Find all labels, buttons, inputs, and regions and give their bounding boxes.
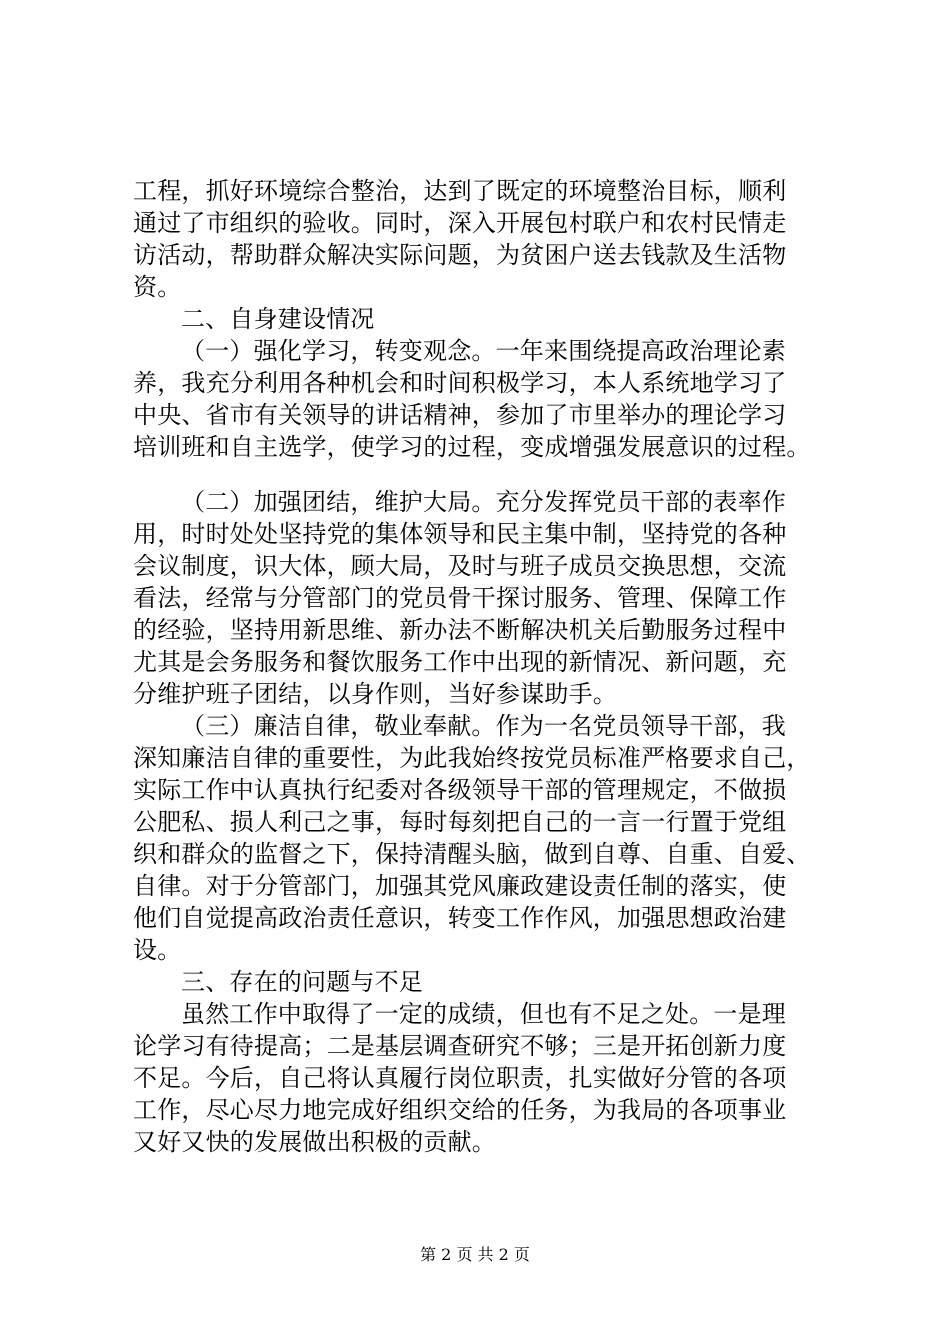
text-line: 会议制度，识大体，顾大局，及时与班子成员交换思想，交流 [133, 552, 787, 580]
text-line: 资。 [133, 273, 182, 301]
text-line: （一）强化学习，转变观念。一年来围绕提高政治理论素 [181, 337, 786, 365]
text-line: 工程，抓好环境综合整治，达到了既定的环境整治目标，顺利 [133, 177, 787, 205]
text-line: 论学习有待提高；二是基层调查研究不够；三是开拓创新力度 [133, 1032, 787, 1060]
text-line: 虽然工作中取得了一定的成绩，但也有不足之处。一是理 [181, 1000, 786, 1028]
section-heading: 三、存在的问题与不足 [181, 968, 423, 996]
text-line: 访活动，帮助群众解决实际问题，为贫困户送去钱款及生活物 [133, 241, 787, 269]
text-line: 工作，尽心尽力地完成好组织交给的任务，为我局的各项事业 [133, 1096, 787, 1124]
text-line: 他们自觉提高政治责任意识，转变工作作风，加强思想政治建 [133, 904, 787, 932]
text-line: （三）廉洁自律，敬业奉献。作为一名党员领导干部，我 [181, 712, 786, 740]
text-line: 分维护班子团结，以身作则，当好参谋助手。 [133, 680, 617, 708]
text-line: 深知廉洁自律的重要性，为此我始终按党员标准严格要求自己， [133, 744, 811, 772]
text-line: 设。 [133, 936, 182, 964]
text-line: 不足。今后，自己将认真履行岗位职责，扎实做好分管的各项 [133, 1064, 787, 1092]
page-number-footer: 第 2 页 共 2 页 [420, 1245, 530, 1264]
text-line: 织和群众的监督之下，保持清醒头脑，做到自尊、自重、自爱、 [133, 840, 811, 868]
text-line: （二）加强团结，维护大局。充分发挥党员干部的表率作 [181, 488, 786, 516]
text-line: 看法，经常与分管部门的党员骨干探讨服务、管理、保障工作 [133, 584, 787, 612]
text-line: 实际工作中认真执行纪委对各级领导干部的管理规定，不做损 [133, 776, 787, 804]
text-line: 养，我充分利用各种机会和时间积极学习，本人系统地学习了 [133, 369, 787, 397]
text-line: 通过了市组织的验收。同时，深入开展包村联户和农村民情走 [133, 209, 787, 237]
text-line: 的经验，坚持用新思维、新办法不断解决机关后勤服务过程中 [133, 616, 787, 644]
text-line: 用，时时处处坚持党的集体领导和民主集中制，坚持党的各种 [133, 520, 787, 548]
section-heading: 二、自身建设情况 [181, 305, 375, 333]
text-line: 尤其是会务服务和餐饮服务工作中出现的新情况、新问题，充 [133, 648, 787, 676]
text-line: 中央、省市有关领导的讲话精神，参加了市里举办的理论学习 [133, 401, 787, 429]
text-line: 又好又快的发展做出积极的贡献。 [133, 1128, 496, 1156]
text-line: 培训班和自主选学，使学习的过程，变成增强发展意识的过程。 [133, 433, 811, 461]
text-line: 自律。对于分管部门，加强其党风廉政建设责任制的落实，使 [133, 872, 787, 900]
text-line: 公肥私、损人利己之事，每时每刻把自己的一言一行置于党组 [133, 808, 787, 836]
